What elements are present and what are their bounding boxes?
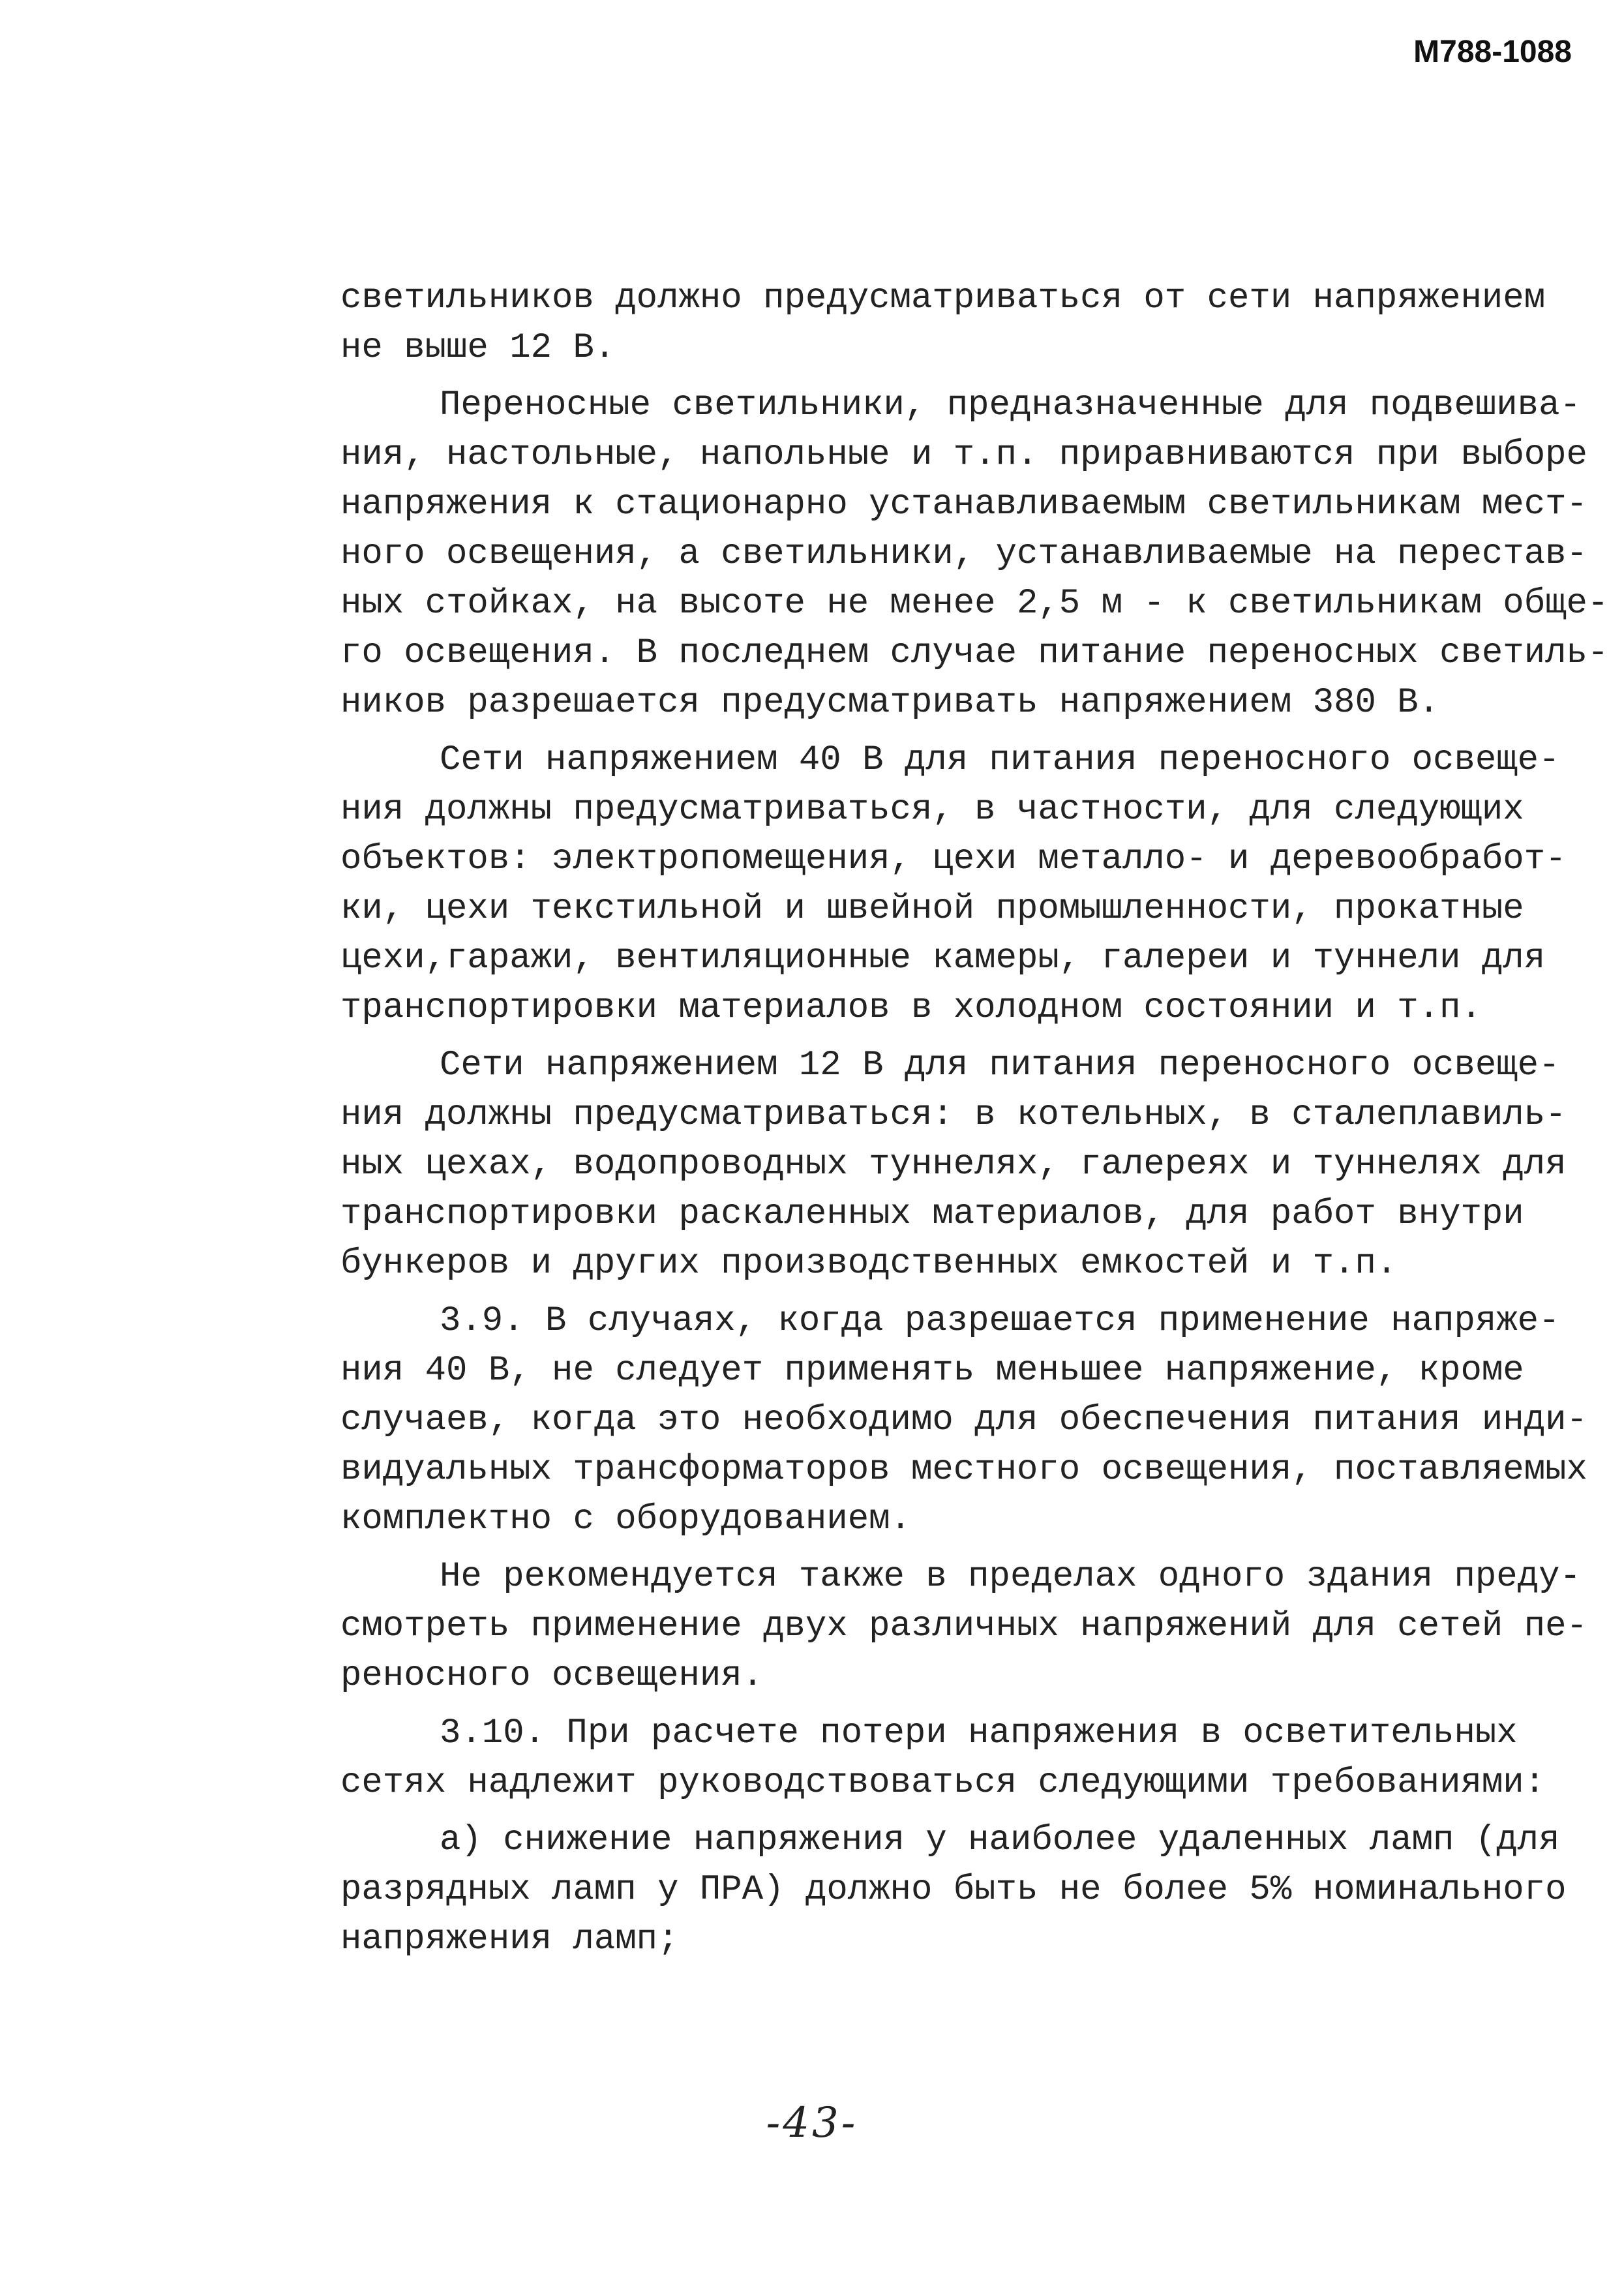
paragraph-portable-lamps: [340, 381, 1609, 728]
text-line: ных стойках, на высоте не менее 2,5 м - к светильникам обще-: [340, 584, 1609, 624]
text-line: 3.9. В случаях, когда разрешается применение напряже-: [440, 1301, 1560, 1341]
text-line: Сети напряжением 40 В для питания переносного освеще-: [440, 740, 1560, 780]
paragraph-40v-networks: [340, 736, 1567, 1033]
text-line: разрядных ламп у ПРА) должно быть не более 5% номинального: [340, 1870, 1567, 1910]
text-line: ния должны предусматриваться, в частности, для следующих: [340, 790, 1524, 830]
text-line: ния, настольные, напольные и т.п. приравниваются при выборе: [340, 435, 1587, 475]
text-line: реносного освещения.: [340, 1656, 764, 1696]
text-line: транспортировки материалов в холодном состоянии и т.п.: [340, 988, 1482, 1028]
text-line: смотреть применение двух различных напряжений для сетей пе-: [340, 1606, 1587, 1646]
text-line: го освещения. В последнем случае питание переносных светиль-: [340, 633, 1609, 673]
text-line: транспортировки раскаленных материалов, для работ внутри: [340, 1194, 1524, 1234]
paragraph-two-voltages: [340, 1552, 1587, 1701]
text-line: напряжения к стационарно устанавливаемым светильникам мест-: [340, 485, 1587, 524]
text-line: 3.10. При расчете потери напряжения в осветительных: [440, 1713, 1518, 1753]
text-line: ния 40 В, не следует применять меньшее напряжение, кроме: [340, 1351, 1524, 1391]
paragraph-item-a: [340, 1816, 1567, 1965]
document-body: [340, 274, 1609, 1972]
text-line: Переносные светильники, предназначенные для подвешива-: [440, 385, 1581, 425]
paragraph-continuation: [340, 274, 1567, 373]
page-number: -43-: [766, 2099, 858, 2147]
text-line: ных цехах, водопроводных туннелях, галереях и туннелях для: [340, 1145, 1567, 1184]
text-line: ников разрешается предусматривать напряжением 380 В.: [340, 683, 1440, 723]
text-line: цехи,гаражи, вентиляционные камеры, галереи и туннели для: [340, 939, 1546, 978]
paragraph-section-3-10: [340, 1709, 1567, 1808]
text-line: Не рекомендуется также в пределах одного здания преду-: [440, 1557, 1581, 1597]
text-line: Сети напряжением 12 В для питания переносного освеще-: [440, 1046, 1560, 1085]
text-line: светильников должно предусматриваться от сети напряжением: [340, 279, 1546, 318]
paragraph-12v-networks: [340, 1041, 1567, 1289]
text-line: бункеров и других производственных емкостей и т.п.: [340, 1244, 1398, 1284]
text-line: ного освещения, а светильники, устанавливаемые на перестав-: [340, 534, 1587, 574]
text-line: сетях надлежит руководствоваться следующими требованиями:: [340, 1763, 1546, 1803]
paragraph-section-3-9: [340, 1297, 1587, 1545]
text-line: а) снижение напряжения у наиболее удаленных ламп (для: [440, 1820, 1560, 1860]
text-line: ния должны предусматриваться: в котельных, в сталеплавиль-: [340, 1095, 1567, 1135]
text-line: комплектно с оборудованием.: [340, 1500, 911, 1539]
text-line: случаев, когда это необходимо для обеспечения питания инди-: [340, 1400, 1587, 1440]
text-line: видуальных трансформаторов местного освещения, поставляемых: [340, 1450, 1587, 1490]
text-line: ки, цехи текстильной и швейной промышленности, прокатные: [340, 889, 1524, 929]
document-code: М788-1088: [1413, 35, 1572, 69]
text-line: напряжения ламп;: [340, 1920, 679, 1959]
text-line: не выше 12 В.: [340, 328, 616, 368]
text-line: объектов: электропомещения, цехи металло- и деревообработ-: [340, 839, 1567, 879]
